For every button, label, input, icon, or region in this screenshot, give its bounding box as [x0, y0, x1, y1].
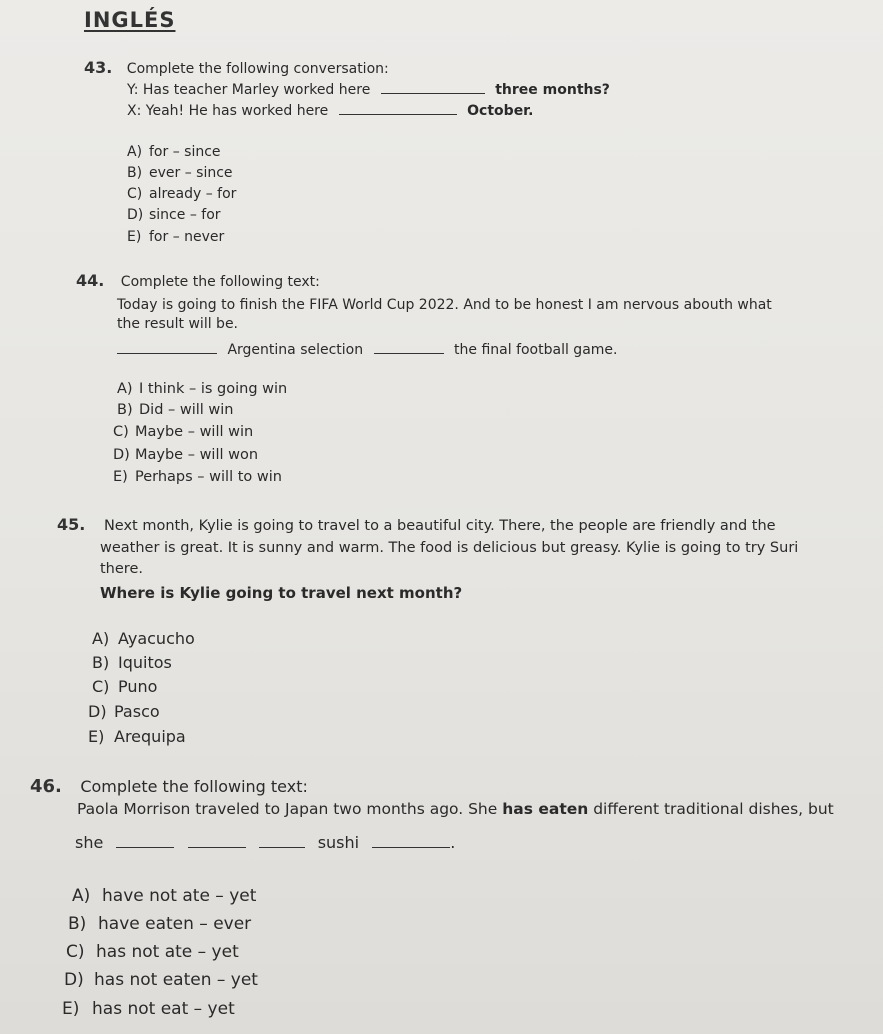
sentence-text: Argentina selection [227, 342, 364, 358]
question-number: 44. [76, 271, 105, 290]
question-instruction: Complete the following text: [120, 274, 320, 290]
question-prompt: Where is Kylie going to travel next month? [100, 584, 463, 602]
question-43-header [84, 58, 389, 77]
fill-sentence [117, 341, 617, 358]
question-text: Next month, Kylie is going to travel to a beautiful city. There, the people are friendly and the [103, 518, 776, 534]
sentence-text: she [75, 833, 104, 852]
option-e[interactable]: E) Arequipa [88, 727, 186, 746]
sentence-text: the final football game. [454, 342, 618, 358]
option-b[interactable]: B) Iquitos [92, 653, 172, 672]
option-a[interactable]: A) Ayacucho [92, 629, 195, 648]
question-text: Paola Morrison traveled to Japan two months ago. She [77, 800, 498, 818]
subject-title: INGLÉS [84, 8, 176, 32]
option-b[interactable]: B) ever – since [127, 165, 233, 181]
option-d[interactable]: D) Pasco [88, 702, 160, 721]
question-text-bold: has eaten [502, 800, 589, 818]
option-d[interactable]: D) has not eaten – yet [64, 970, 258, 990]
option-c[interactable]: C) Maybe – will win [113, 424, 254, 440]
answer-blank [259, 835, 305, 848]
option-a[interactable]: A) have not ate – yet [72, 886, 257, 906]
question-number: 46. [30, 776, 62, 797]
conversation-line-2 [127, 102, 533, 119]
answer-blank [339, 102, 457, 115]
option-a[interactable]: A) for – since [127, 144, 221, 160]
conversation-text: three months? [495, 82, 610, 98]
sentence-text: . [450, 833, 456, 852]
question-44-header [76, 271, 320, 290]
option-c[interactable]: C) already – for [127, 186, 237, 202]
question-text: the result will be. [117, 316, 239, 332]
answer-blank [374, 341, 444, 354]
question-number: 43. [84, 58, 113, 77]
option-a[interactable]: A) I think – is going win [117, 381, 288, 397]
conversation-text: Y: Has teacher Marley worked here [127, 82, 371, 98]
option-b[interactable]: B) have eaten – ever [68, 914, 252, 934]
conversation-line-1 [127, 81, 610, 98]
option-d[interactable]: D) since – for [127, 207, 221, 223]
fill-sentence [75, 833, 455, 852]
option-c[interactable]: C) Puno [92, 677, 158, 696]
question-text: there. [100, 561, 143, 577]
question-number: 45. [57, 515, 86, 534]
question-instruction: Complete the following conversation: [126, 61, 389, 77]
option-e[interactable]: E) has not eat – yet [62, 999, 235, 1019]
question-text: Today is going to finish the FIFA World Cup 2022. And to be honest I am nervous abouth what [117, 297, 772, 313]
option-e[interactable]: E) for – never [127, 229, 225, 245]
question-46-header [30, 776, 308, 797]
option-e[interactable]: E) Perhaps – will to win [113, 469, 282, 485]
sentence-text: sushi [317, 833, 360, 852]
option-d[interactable]: D) Maybe – will won [113, 447, 259, 463]
answer-blank [117, 341, 217, 354]
conversation-text: October. [467, 103, 534, 119]
question-instruction: Complete the following text: [80, 777, 308, 796]
question-text: different traditional dishes, but [593, 800, 834, 818]
answer-blank [381, 81, 485, 94]
conversation-text: X: Yeah! He has worked here [127, 103, 329, 119]
option-b[interactable]: B) Did – will win [117, 402, 234, 418]
option-c[interactable]: C) has not ate – yet [66, 942, 239, 962]
answer-blank [372, 835, 450, 848]
answer-blank [188, 835, 246, 848]
question-45-text-1 [57, 515, 776, 534]
question-text-line-1 [77, 800, 834, 818]
question-text: weather is great. It is sunny and warm. The food is delicious but greasy. Kylie is going to try Suri [100, 540, 799, 556]
answer-blank [116, 835, 174, 848]
